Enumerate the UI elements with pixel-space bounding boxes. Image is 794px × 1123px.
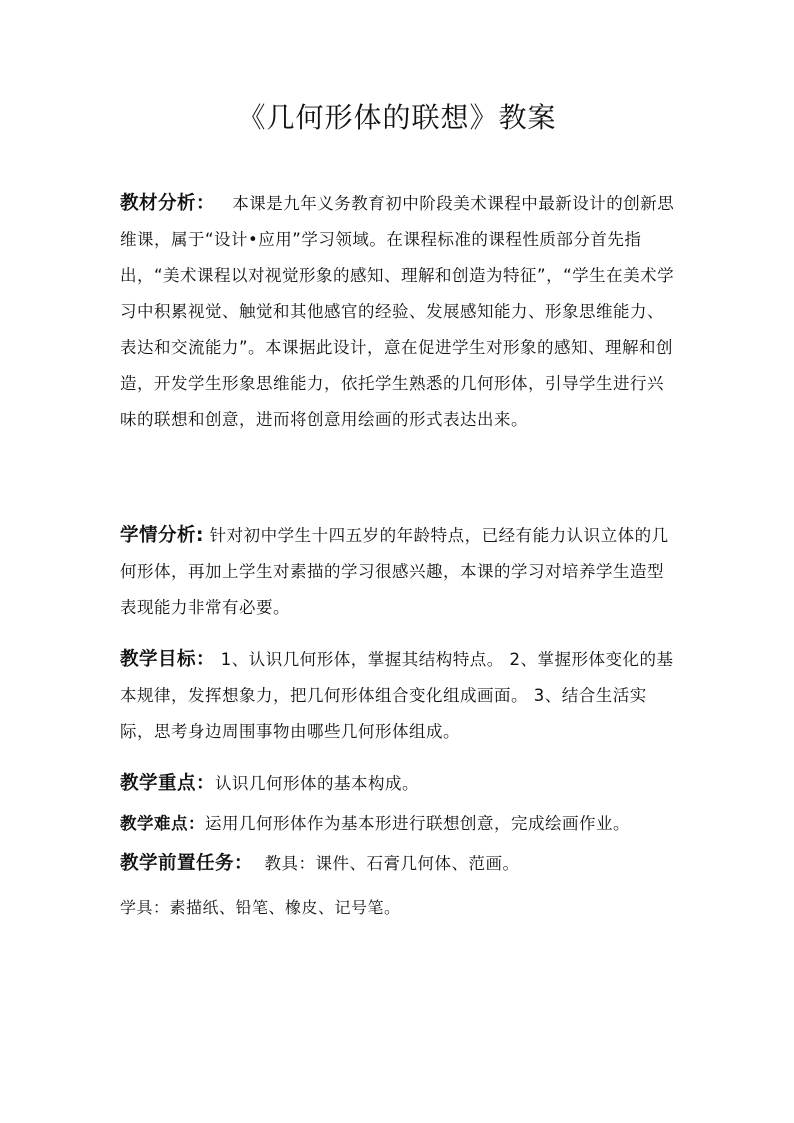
section-label: 教学重点：	[120, 773, 216, 794]
section-text: 学具：素描纸、铅笔、橡皮、记号笔。	[120, 898, 401, 917]
section-textbook-analysis	[120, 186, 680, 438]
section-student-tools	[120, 890, 680, 926]
document-title: 《几何形体的联想》教案	[237, 101, 557, 134]
section-key-points	[120, 766, 680, 802]
section-label: 教学难点：	[120, 814, 205, 833]
section-text: 针对初中学生十四五岁的年龄特点，已经有能力认识立体的几何形体，再加上学生对素描的学习很感兴趣，本课的学习对培养学生造型表现能力非常有必要。	[120, 526, 669, 617]
section-text: 1、认识几何形体，掌握其结构特点。 2、掌握形体变化的基本规律，发挥想象力，把几何形体组合变化组成画面。 3、结合生活实际，思考身边周围事物由哪些几何形体组成。	[120, 650, 674, 741]
section-text: 本课是九年义务教育初中阶段美术课程中最新设计的创新思维课，属于“设计•应用”学习领域。在课程标准的课程性质部分首先指出，“美术课程以对视觉形象的感知、理解和创造为特征”，“学生在美术学习中积累视觉、触觉和其他感官的经验、发展感知能力、形象思维能力、表达和交流能力”。本课据此设计，意在促进学生对形象的感知、理解和创造，开发学生形象思维能力，依托学生熟悉的几何形体，引导学生进行兴味的联想和创意，进而将创意用绘画的形式表达出来。	[120, 194, 675, 429]
section-label: 教学目标：	[120, 649, 216, 670]
section-label: 教学前置任务：	[120, 853, 254, 874]
section-pre-tasks	[120, 846, 680, 882]
section-label: 教材分析：	[120, 193, 216, 214]
section-text: 认识几何形体的基本构成。	[215, 774, 420, 793]
section-label: 学情分析:	[120, 525, 204, 546]
section-text: 教具：课件、石膏几何体、范画。	[264, 854, 520, 873]
section-student-analysis	[120, 518, 680, 626]
section-teaching-goals	[120, 642, 680, 750]
section-text: 运用几何形体作为基本形进行联想创意，完成绘画作业。	[205, 814, 630, 833]
section-difficult-points	[120, 806, 680, 842]
